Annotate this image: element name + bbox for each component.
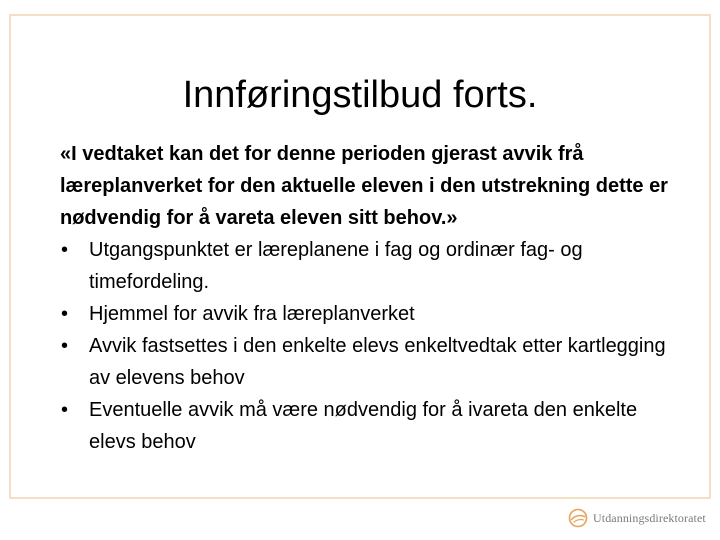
- bullet-dot-icon: •: [61, 239, 69, 261]
- bullet-dot-icon: •: [61, 335, 69, 357]
- slide-content: [60, 138, 670, 458]
- bullet-text: Hjemmel for avvik fra læreplanverket: [89, 303, 415, 325]
- bullet-dot-icon: •: [61, 303, 69, 325]
- bullet-item: [60, 298, 670, 330]
- footer-logo: [568, 505, 706, 531]
- footer-divider: [9, 497, 711, 499]
- bullet-text: Avvik fastsettes i den enkelte elevs enkeltvedtak etter kartlegging av elevens behov: [89, 335, 666, 389]
- quote-text: «I vedtaket kan det for denne perioden gjerast avvik frå læreplanverket for den aktuelle eleven i den utstrekning dette er nødvendig for å vareta eleven sitt behov.»: [60, 143, 668, 229]
- udir-logo-icon: [568, 508, 588, 528]
- bullet-item: [60, 234, 670, 298]
- bullet-item: [60, 394, 670, 458]
- slide-title: Innføringstilbud forts.: [182, 74, 538, 116]
- bullet-dot-icon: •: [61, 399, 69, 421]
- bullet-text: Eventuelle avvik må være nødvendig for å ivareta den enkelte elevs behov: [89, 399, 638, 453]
- logo-text: Utdanningsdirektoratet: [593, 510, 706, 525]
- bullet-text: Utgangspunktet er læreplanene i fag og ordinær fag- og timefordeling.: [89, 239, 583, 293]
- bullet-list: [60, 234, 670, 458]
- bullet-item: [60, 330, 670, 394]
